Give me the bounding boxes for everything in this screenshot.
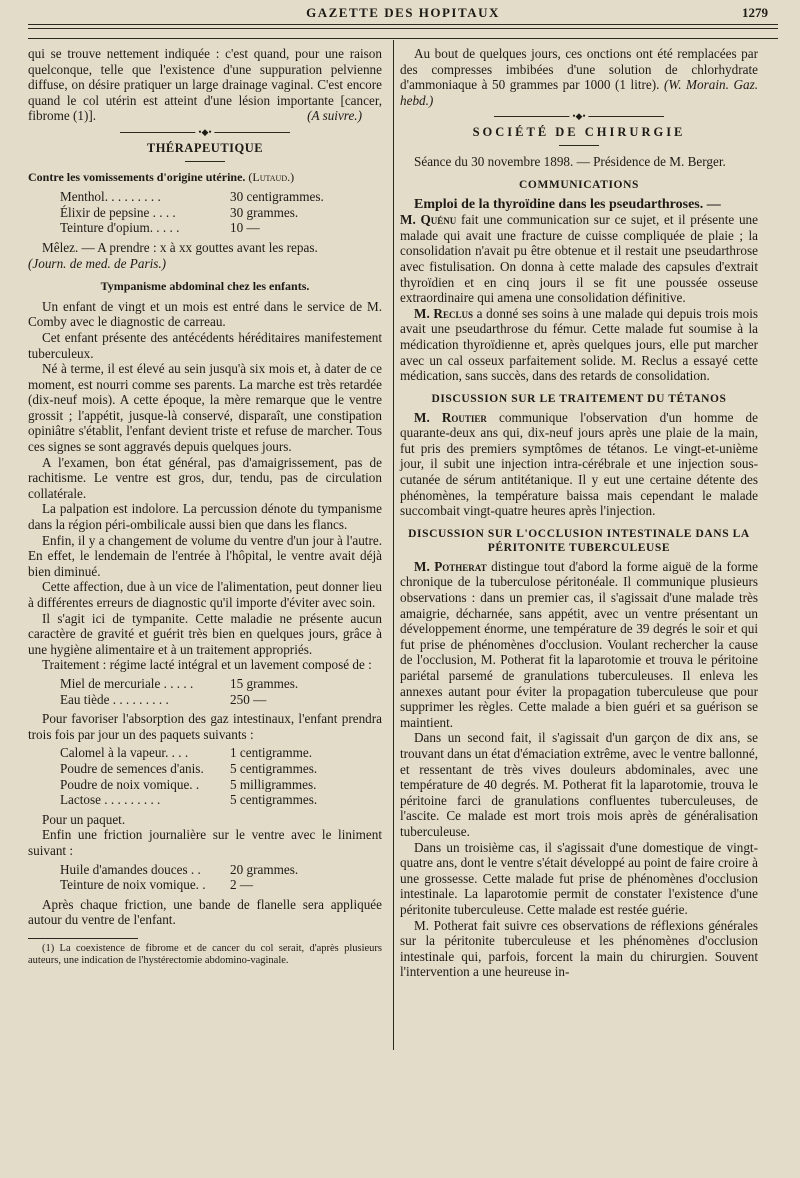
paragraph: M. Quénu fait une communication sur ce sujet, et il présente une malade qui avait une fracture de cuisse compliquée de plaie ; la consolidation n'avait pu être obtenue et il restait une pseudarthrose avec fistulisation. On donna à cette malade des capsules d'extrait thyroïdien et en cinq jours il se fit une poussée osseuse extraordinaire qui amena une consolidation définitive.: [400, 212, 758, 306]
source-citation: (Journ. de med. de Paris.): [28, 255, 167, 271]
to-be-continued: (A suivre.): [307, 108, 362, 124]
recipe-line: Eau tiède . . . . . . . . . 250 —: [60, 691, 267, 707]
paragraph: Cette affection, due à un vice de l'alimentation, peut donner lieu à différentes erreurs de diagnostic qu'il importe d'éviter avec soin.: [28, 579, 382, 610]
occlusion-heading: DISCUSSION SUR L'OCCLUSION INTESTINALE DANS LA PÉRITONITE TUBERCULEUSE: [408, 527, 750, 554]
paragraph: Né à terme, il est élevé au sein jusqu'à six mois et, à dater de ce moment, est nourri comme ses parents. La marche est très retardée (dix-neuf mois). A cette époque, la mère remarque que le ventre grossit ; l'appétit, jusque-là conservé, disparaît, une constipation opiniâtre s'établit, l'enfant devient triste et refuse de marcher. Tous ces signes se sont aggravés depuis quelques jours.: [28, 361, 382, 455]
paragraph: Après chaque friction, une bande de flanelle sera appliquée autour du ventre de l'enfant.: [28, 896, 382, 928]
paragraph: Au bout de quelques jours, ces onctions ont été remplacées par des compresses imbibées d'une solution de chlorhydrate d'ammoniaque à 50 grammes par 1000 (1 litre). (W. Morain. Gaz. hebd.): [400, 46, 759, 108]
left-column: [28, 46, 382, 967]
header-rule: [28, 28, 778, 29]
page-number: 1279: [742, 5, 768, 20]
thyroid-heading: Emploi de la thyroïdine dans les pseudarthroses. —: [414, 196, 721, 212]
session-line: Séance du 30 novembre 1898. — Présidence de M. Berger.: [414, 153, 726, 169]
footnote-rule: [28, 938, 138, 939]
recipe-paquets: [60, 745, 382, 807]
column-divider: [393, 40, 394, 1050]
paragraph: Traitement : régime lacté intégral et un lavement composé de :: [42, 657, 372, 673]
paragraph: Pour favoriser l'absorption des gaz intestinaux, l'enfant prendra trois fois par jour un des paquets suivants :: [28, 711, 382, 742]
subheading-tympanisme: Tympanisme abdominal chez les enfants.: [100, 279, 310, 294]
recipe-line: Poudre de noix vomique. . 5 milligrammes.: [60, 776, 317, 792]
paragraph: A l'examen, bon état général, pas d'amaigrissement, pas de rachitisme. Le ventre est gros, dur, tendu, pas de circulation collatérale.: [28, 454, 382, 501]
page-header: [28, 4, 778, 24]
recipe-liniment: [60, 862, 382, 893]
recipe-line: Poudre de semences d'anis. 5 centigrammes.: [60, 760, 318, 776]
recipe-line: Teinture de noix vomique. . 2 —: [60, 877, 254, 893]
paragraph: Un enfant de vingt et un mois est entré dans le service de M. Comby avec le diagnostic de carreau.: [28, 298, 382, 330]
paragraph: M. Potherat fait suivre ces observations de réflexions générales sur la péritonite tuberculeuse et les phénomènes d'occlusion intestinale qui, parfois, forcent la main du chirurgien. Souvent l'intervention a une heureuse in-: [400, 917, 758, 980]
usage-text: Mêlez. — A prendre : x à xx gouttes avant les repas.: [42, 239, 318, 255]
recipe-vomissements: [60, 189, 382, 236]
recipe-line: Élixir de pepsine . . . . 30 grammes.: [60, 204, 299, 220]
recipe-line: Lactose . . . . . . . . . 5 centigrammes.: [60, 792, 318, 808]
paragraph: Pour un paquet.: [42, 811, 126, 827]
paragraph: La palpation est indolore. La percussion dénote du tympanisme dans la région péri-ombilicale aussi bien que dans les flancs.: [28, 501, 382, 533]
paragraph: Dans un second fait, il s'agissait d'un garçon de dix ans, se trouvant dans un état d'émaciation extrême, avec le ventre ballonné, et ressentant de très vives douleurs abdominales, avec une température de 40 degrés. M. Potherat fit la laparotomie, trouva le péritoine farci de granulations confluentes tuberculeuses, de l'ascite. Ce malade est mort trois mois après de généralisation tuberculeuse.: [400, 730, 758, 839]
journal-title: GAZETTE DES HOPITAUX: [306, 5, 500, 20]
paragraph: Enfin une friction journalière sur le ventre avec le liniment suivant :: [28, 827, 382, 858]
recipe-line: Teinture d'opium. . . . . 10 —: [60, 220, 260, 236]
tetanos-heading: DISCUSSION SUR LE TRAITEMENT DU TÉTANOS: [431, 392, 727, 405]
subheading-vomissements: Contre les vomissements d'origine utérine. (Lutaud.): [28, 169, 295, 184]
title-rule: [185, 161, 225, 162]
paragraph: M. Reclus a donné ses soins à une malade qui depuis trois mois avait une pseudarthrose du fémur. Cette malade fut soumise à la médication thyroïdienne et, après quelques jours, elle put marcher avec un cal osseux parfaitement solide. M. Reclus a essayé cette médication, sans succès, dans des retards de consolidation.: [400, 305, 758, 384]
section-title-therapeutique: THÉRAPEUTIQUE: [146, 140, 264, 155]
section-separator: [120, 132, 290, 133]
recipe-line: Huile d'amandes douces . . 20 grammes.: [60, 861, 299, 877]
paragraph: Dans un troisième cas, il s'agissait d'une domestique de vingt-quatre ans, dont le ventre s'était développé au point de faire croire à une grossesse. Cette malade fut prise de phénomènes d'occlusion intestinale. La laparotomie permit de constater l'existence d'une péritonite tuberculeuse. Cette malade est restée guérie.: [400, 839, 758, 917]
recipe-lavement: [60, 676, 382, 707]
recipe-line: Miel de mercuriale . . . . . 15 grammes.: [60, 675, 299, 691]
paragraph: Cet enfant présente des antécédents héréditaires manifestement tuberculeux.: [28, 329, 382, 361]
paragraph: Enfin, il y a changement de volume du ventre d'un jour à l'autre. En effet, le lendemain de l'entrée à l'hôpital, le ventre avait déjà bien diminué.: [28, 532, 382, 579]
communications-heading: COMMUNICATIONS: [519, 178, 639, 191]
paragraph: Il s'agit ici de tympanite. Cette maladie ne présente aucun caractère de gravité et guérit très bien en quelques jours, grâce à une hygiène alimentaire et à un traitement appropriés.: [28, 610, 382, 657]
continued-paragraph: qui se trouve nettement indiquée : c'est quand, pour une raison quelconque, telle que l'existence d'une suppuration pelvienne diffuse, on désire pratiquer un large drainage vaginal. C'est encore quand le col utérin est atteint d'une lésion importante [cancer, fibrome (1)]. (A suivre.): [28, 46, 382, 124]
header-rule: [28, 38, 778, 39]
section-title-societe-chirurgie: SOCIÉTÉ DE CHIRURGIE: [472, 125, 686, 140]
paragraph: M. Routier communique l'observation d'un homme de quarante-deux ans qui, dix-neuf jours après une plaie de la main, fut pris des premiers symptômes de tétanos. Le vingt-et-unième jour, il subit une injection intra-cérébrale et une injection sous-cutanée de sérum antitétanique. Il y eut une certaine détente des phénomènes, la température baissa mais cependant le malade succombait vingt-quatre heures après l'injection.: [400, 409, 758, 519]
right-column: [400, 46, 758, 980]
paragraph: M. Potherat distingue tout d'abord la forme aiguë de la forme chronique de la tuberculose péritonéale. Il communique plusieurs observations : dans un premier cas, il s'agissait d'une malade très amaigrie, décharnée, sans appétit, avec un ventre présentant un développement énorme, une température de 39 degrés le soir et qui fut prise de phénomènes d'occlusion. Voulant rechercher la cause de l'occlusion, M. Potherat fit la laparotomie et trouva le péritoine pariétal parsemé de granulations tuberculeuses. Il enleva les annexes autant pour éviter la propagation tuberculeuse que pour supprimer les règles. Cette malade a bien guéri et sa guérison se maintient.: [400, 558, 758, 730]
footnote: (1) La coexistence de fibrome et de cancer du col serait, d'après plusieurs auteurs, une indication de l'hystérectomie abdomino-vaginale.: [28, 942, 382, 966]
recipe-line: Calomel à la vapeur. . . . 1 centigramme.: [60, 745, 313, 761]
title-rule: [559, 145, 599, 146]
section-separator: [494, 116, 664, 117]
header-rule: [28, 24, 778, 25]
recipe-line: Menthol. . . . . . . . . 30 centigrammes.: [60, 189, 324, 205]
